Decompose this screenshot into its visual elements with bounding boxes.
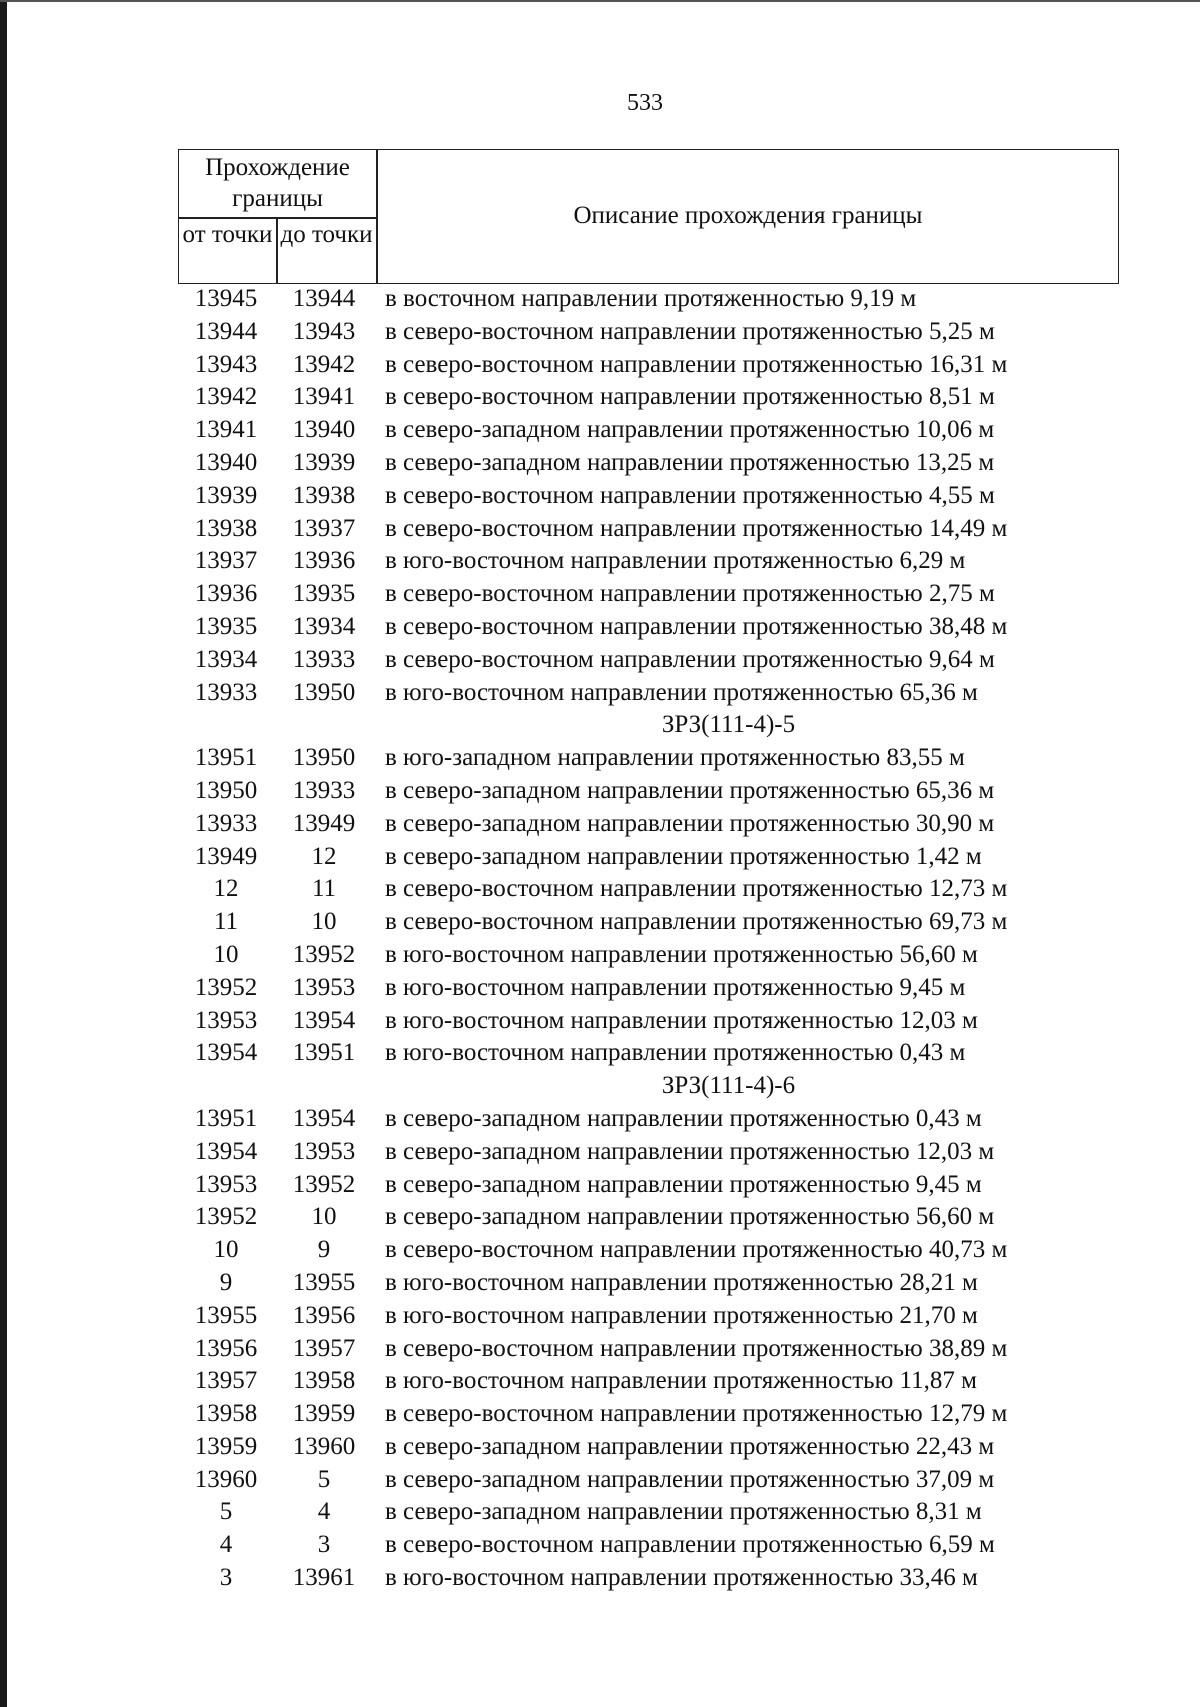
point-to: 13950 — [292, 678, 356, 706]
table-row — [178, 283, 1119, 316]
point-to: 3 — [317, 1531, 331, 1559]
table-row — [178, 1201, 1119, 1234]
point-to: 13960 — [292, 1432, 356, 1460]
header-desc-label: Описание прохождения границы — [573, 202, 923, 229]
table-row — [178, 447, 1119, 480]
table-row — [178, 906, 1119, 939]
point-to: 4 — [317, 1498, 331, 1526]
boundary-description: в северо-восточном направлении протяженностью 40,73 м — [385, 1236, 1008, 1264]
boundary-description: в северо-западном направлении протяженностью 0,43 м — [385, 1104, 982, 1132]
point-from: 10 — [213, 1236, 239, 1264]
point-to: 10 — [311, 908, 337, 936]
point-from: 13940 — [194, 448, 258, 476]
boundary-description: в северо-восточном направлении протяженностью 12,73 м — [385, 875, 1008, 903]
table-row — [178, 316, 1119, 349]
boundary-description: в северо-восточном направлении протяженностью 8,51 м — [385, 383, 995, 411]
table-row — [178, 1005, 1119, 1038]
header-group-label: Прохождение границы — [205, 154, 350, 212]
point-to: 13957 — [292, 1334, 356, 1362]
table-row — [178, 1234, 1119, 1267]
table-row — [178, 939, 1119, 972]
boundary-description: в северо-восточном направлении протяженностью 14,49 м — [385, 514, 1008, 542]
point-to: 13940 — [292, 416, 356, 444]
boundary-description: в северо-восточном направлении протяженностью 4,55 м — [385, 481, 995, 509]
boundary-description: в юго-восточном направлении протяженностью 6,29 м — [385, 547, 966, 575]
table-row — [178, 480, 1119, 513]
boundary-description: в северо-западном направлении протяженностью 10,06 м — [385, 416, 995, 444]
boundary-description: в юго-восточном направлении протяженностью 12,03 м — [385, 1006, 978, 1034]
table-row — [178, 1169, 1119, 1202]
table-row — [178, 644, 1119, 677]
point-from: 13933 — [194, 678, 258, 706]
point-from: 13950 — [194, 776, 258, 804]
table-row — [178, 545, 1119, 578]
point-to: 13936 — [292, 547, 356, 575]
point-to: 13943 — [292, 317, 356, 345]
boundary-description: в юго-восточном направлении протяженностью 11,87 м — [385, 1367, 977, 1395]
table-row — [178, 611, 1119, 644]
point-from: 5 — [219, 1498, 233, 1526]
point-to: 13953 — [292, 973, 356, 1001]
table-row — [178, 1464, 1119, 1497]
boundary-description: в юго-восточном направлении протяженностью 33,46 м — [385, 1564, 978, 1592]
point-to: 13935 — [292, 580, 356, 608]
point-to: 13933 — [292, 776, 356, 804]
table-row — [178, 1496, 1119, 1529]
point-to: 9 — [317, 1236, 331, 1264]
point-from: 13957 — [194, 1367, 258, 1395]
point-from: 13943 — [194, 350, 258, 378]
boundary-description: в северо-западном направлении протяженностью 12,03 м — [385, 1137, 995, 1165]
table-row — [178, 1431, 1119, 1464]
boundary-description: в юго-восточном направлении протяженностью 56,60 м — [385, 940, 978, 968]
point-to: 13952 — [292, 1170, 356, 1198]
table-row — [178, 841, 1119, 874]
point-from: 3 — [219, 1564, 233, 1592]
point-to: 13941 — [292, 383, 356, 411]
scan-edge-top — [0, 0, 1200, 2]
table-row — [178, 1300, 1119, 1333]
point-to: 5 — [317, 1465, 331, 1493]
boundary-description: в северо-западном направлении протяженностью 37,09 м — [385, 1465, 995, 1493]
scan-edge-left — [0, 0, 7, 1707]
point-to: 13934 — [292, 612, 356, 640]
point-to: 13955 — [292, 1268, 356, 1296]
table-row — [178, 1103, 1119, 1136]
point-from: 13951 — [194, 744, 258, 772]
boundary-description: в северо-западном направлении протяженностью 9,45 м — [385, 1170, 982, 1198]
section-heading — [178, 709, 1119, 742]
table-row — [178, 1037, 1119, 1070]
point-to: 11 — [311, 875, 337, 903]
point-to: 13950 — [292, 744, 356, 772]
table-row — [178, 578, 1119, 611]
point-from: 13944 — [194, 317, 258, 345]
boundary-description: в восточном направлении протяженностью 9,19 м — [385, 285, 917, 312]
point-from: 13955 — [194, 1301, 258, 1329]
boundary-description: в северо-восточном направлении протяженностью 6,59 м — [385, 1531, 995, 1559]
boundary-description: в северо-западном направлении протяженностью 1,42 м — [385, 842, 982, 870]
boundary-description: в юго-восточном направлении протяженностью 0,43 м — [385, 1039, 966, 1067]
point-from: 13935 — [194, 612, 258, 640]
point-from: 13945 — [194, 285, 258, 312]
point-to: 13956 — [292, 1301, 356, 1329]
point-from: 4 — [219, 1531, 233, 1559]
point-to: 12 — [311, 842, 337, 870]
point-to: 13954 — [292, 1104, 356, 1132]
point-to: 13939 — [292, 448, 356, 476]
point-to: 13952 — [292, 940, 356, 968]
table-row — [178, 808, 1119, 841]
table-row — [178, 972, 1119, 1005]
point-to: 13958 — [292, 1367, 356, 1395]
point-to: 13953 — [292, 1137, 356, 1165]
table-row — [178, 775, 1119, 808]
boundary-description: в северо-западном направлении протяженностью 8,31 м — [385, 1498, 982, 1526]
boundary-description: в северо-западном направлении протяженностью 56,60 м — [385, 1203, 995, 1231]
point-from: 13959 — [194, 1432, 258, 1460]
header-to-label: до точки — [280, 221, 373, 248]
table-row — [178, 1529, 1119, 1562]
table-row — [178, 742, 1119, 775]
point-from: 13937 — [194, 547, 258, 575]
table-row — [178, 513, 1119, 546]
boundary-description: в северо-восточном направлении протяженностью 5,25 м — [385, 317, 995, 345]
table-row — [178, 677, 1119, 710]
point-from: 10 — [213, 940, 239, 968]
boundary-description: в северо-западном направлении протяженностью 30,90 м — [385, 809, 995, 837]
point-from: 13954 — [194, 1137, 258, 1165]
page-number: 533 — [627, 90, 663, 116]
point-from: 13951 — [194, 1104, 258, 1132]
table-row — [178, 1267, 1119, 1300]
point-to: 13937 — [292, 514, 356, 542]
boundary-description: в юго-восточном направлении протяженностью 21,70 м — [385, 1301, 978, 1329]
table-row — [178, 1136, 1119, 1169]
boundary-table-body — [178, 283, 1119, 1595]
point-from: 13958 — [194, 1400, 258, 1428]
table-row — [178, 349, 1119, 382]
point-to: 13938 — [292, 481, 356, 509]
point-from: 13941 — [194, 416, 258, 444]
point-from: 11 — [213, 908, 239, 936]
table-row — [178, 1365, 1119, 1398]
point-from: 13949 — [194, 842, 258, 870]
table-row — [178, 381, 1119, 414]
point-to: 13949 — [292, 809, 356, 837]
boundary-description: в северо-восточном направлении протяженностью 38,48 м — [385, 612, 1008, 640]
table-row — [178, 1333, 1119, 1366]
table-row — [178, 1562, 1119, 1595]
point-to: 13933 — [292, 645, 356, 673]
boundary-description: в северо-восточном направлении протяженностью 2,75 м — [385, 580, 995, 608]
boundary-description: в северо-восточном направлении протяженностью 38,89 м — [385, 1334, 1008, 1362]
boundary-description: в северо-западном направлении протяженностью 65,36 м — [385, 776, 995, 804]
boundary-description: в северо-западном направлении протяженностью 13,25 м — [385, 448, 995, 476]
boundary-description: в северо-восточном направлении протяженностью 16,31 м — [385, 350, 1008, 378]
point-from: 13942 — [194, 383, 258, 411]
point-to: 13954 — [292, 1006, 356, 1034]
point-to: 13951 — [292, 1039, 356, 1067]
boundary-description: в юго-восточном направлении протяженностью 9,45 м — [385, 973, 966, 1001]
point-from: 13960 — [194, 1465, 258, 1493]
section-heading — [178, 1070, 1119, 1103]
point-to: 13944 — [292, 285, 356, 312]
point-from: 13938 — [194, 514, 258, 542]
point-from: 13953 — [194, 1006, 258, 1034]
section-title: ЗРЗ(111-4)-6 — [661, 1072, 796, 1100]
point-from: 13934 — [194, 645, 258, 673]
table-row — [178, 1398, 1119, 1431]
boundary-description: в юго-восточном направлении протяженностью 28,21 м — [385, 1268, 978, 1296]
point-from: 13953 — [194, 1170, 258, 1198]
point-to: 10 — [311, 1203, 337, 1231]
boundary-description: в северо-восточном направлении протяженностью 69,73 м — [385, 908, 1008, 936]
point-from: 13952 — [194, 973, 258, 1001]
point-from: 13952 — [194, 1203, 258, 1231]
table-row — [178, 873, 1119, 906]
point-to: 13961 — [292, 1564, 356, 1592]
point-to: 13942 — [292, 350, 356, 378]
table-header — [178, 149, 1119, 284]
point-from: 12 — [213, 875, 239, 903]
boundary-description: в северо-восточном направлении протяженностью 9,64 м — [385, 645, 995, 673]
boundary-description: в северо-восточном направлении протяженностью 12,79 м — [385, 1400, 1008, 1428]
boundary-description: в северо-западном направлении протяженностью 22,43 м — [385, 1432, 995, 1460]
point-from: 13936 — [194, 580, 258, 608]
boundary-description: в юго-западном направлении протяженностью 83,55 м — [385, 744, 965, 772]
point-from: 13939 — [194, 481, 258, 509]
point-from: 9 — [219, 1268, 233, 1296]
section-title: ЗРЗ(111-4)-5 — [661, 711, 796, 739]
point-from: 13956 — [194, 1334, 258, 1362]
header-from-label: от точки — [182, 221, 273, 248]
table-row — [178, 414, 1119, 447]
point-from: 13933 — [194, 809, 258, 837]
point-from: 13954 — [194, 1039, 258, 1067]
point-to: 13959 — [292, 1400, 356, 1428]
boundary-description: в юго-восточном направлении протяженностью 65,36 м — [385, 678, 978, 706]
